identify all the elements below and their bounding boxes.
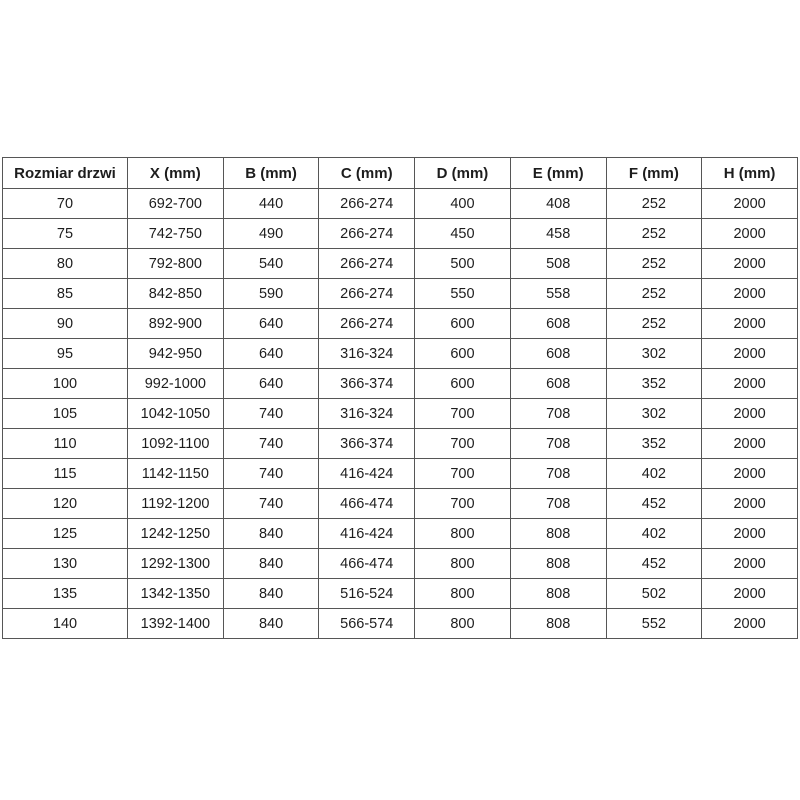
table-cell: 2000 <box>702 249 798 279</box>
table-cell: 740 <box>223 489 319 519</box>
table-row <box>3 459 798 489</box>
column-header-x-mm: X (mm) <box>128 158 224 189</box>
table-cell: 708 <box>510 399 606 429</box>
table-cell: 458 <box>510 219 606 249</box>
table-cell: 85 <box>3 279 128 309</box>
table-cell: 1392-1400 <box>128 609 224 639</box>
table-cell: 558 <box>510 279 606 309</box>
door-size-table-container <box>2 157 798 639</box>
table-cell: 2000 <box>702 339 798 369</box>
table-cell: 566-574 <box>319 609 415 639</box>
table-cell: 2000 <box>702 399 798 429</box>
table-cell: 708 <box>510 429 606 459</box>
table-cell: 708 <box>510 489 606 519</box>
table-cell: 402 <box>606 519 702 549</box>
table-cell: 90 <box>3 309 128 339</box>
table-cell: 110 <box>3 429 128 459</box>
table-header <box>3 158 798 189</box>
table-header-row <box>3 158 798 189</box>
table-cell: 252 <box>606 219 702 249</box>
table-cell: 266-274 <box>319 249 415 279</box>
table-cell: 590 <box>223 279 319 309</box>
table-cell: 316-324 <box>319 339 415 369</box>
table-cell: 416-424 <box>319 519 415 549</box>
table-cell: 740 <box>223 399 319 429</box>
table-cell: 700 <box>415 429 511 459</box>
table-cell: 452 <box>606 489 702 519</box>
table-cell: 2000 <box>702 609 798 639</box>
table-cell: 466-474 <box>319 489 415 519</box>
table-row <box>3 369 798 399</box>
table-cell: 450 <box>415 219 511 249</box>
table-cell: 840 <box>223 609 319 639</box>
table-cell: 352 <box>606 369 702 399</box>
table-cell: 2000 <box>702 579 798 609</box>
table-cell: 1092-1100 <box>128 429 224 459</box>
table-cell: 120 <box>3 489 128 519</box>
table-cell: 105 <box>3 399 128 429</box>
table-cell: 95 <box>3 339 128 369</box>
table-row <box>3 189 798 219</box>
table-cell: 135 <box>3 579 128 609</box>
table-cell: 550 <box>415 279 511 309</box>
table-row <box>3 249 798 279</box>
table-cell: 130 <box>3 549 128 579</box>
table-cell: 366-374 <box>319 429 415 459</box>
table-cell: 302 <box>606 399 702 429</box>
column-header-b-mm: B (mm) <box>223 158 319 189</box>
table-cell: 700 <box>415 489 511 519</box>
table-cell: 302 <box>606 339 702 369</box>
table-cell: 808 <box>510 579 606 609</box>
table-cell: 608 <box>510 309 606 339</box>
table-cell: 892-900 <box>128 309 224 339</box>
table-cell: 600 <box>415 309 511 339</box>
table-cell: 266-274 <box>319 189 415 219</box>
table-cell: 800 <box>415 519 511 549</box>
table-cell: 800 <box>415 549 511 579</box>
column-header-c-mm: C (mm) <box>319 158 415 189</box>
column-header-rozmiar-drzwi: Rozmiar drzwi <box>3 158 128 189</box>
table-cell: 266-274 <box>319 309 415 339</box>
table-cell: 316-324 <box>319 399 415 429</box>
table-cell: 1242-1250 <box>128 519 224 549</box>
table-cell: 808 <box>510 609 606 639</box>
table-cell: 608 <box>510 339 606 369</box>
door-size-table <box>2 157 798 639</box>
table-cell: 740 <box>223 429 319 459</box>
table-cell: 466-474 <box>319 549 415 579</box>
table-cell: 700 <box>415 459 511 489</box>
table-cell: 640 <box>223 369 319 399</box>
table-cell: 742-750 <box>128 219 224 249</box>
table-cell: 840 <box>223 549 319 579</box>
table-cell: 266-274 <box>319 279 415 309</box>
table-cell: 608 <box>510 369 606 399</box>
table-cell: 352 <box>606 429 702 459</box>
table-cell: 252 <box>606 249 702 279</box>
table-cell: 2000 <box>702 519 798 549</box>
table-cell: 700 <box>415 399 511 429</box>
table-cell: 75 <box>3 219 128 249</box>
table-cell: 540 <box>223 249 319 279</box>
table-cell: 842-850 <box>128 279 224 309</box>
table-cell: 508 <box>510 249 606 279</box>
table-cell: 808 <box>510 519 606 549</box>
table-cell: 808 <box>510 549 606 579</box>
table-cell: 692-700 <box>128 189 224 219</box>
table-cell: 452 <box>606 549 702 579</box>
table-cell: 252 <box>606 189 702 219</box>
table-cell: 366-374 <box>319 369 415 399</box>
table-row <box>3 219 798 249</box>
table-row <box>3 429 798 459</box>
table-row <box>3 609 798 639</box>
table-cell: 792-800 <box>128 249 224 279</box>
table-cell: 740 <box>223 459 319 489</box>
table-cell: 840 <box>223 519 319 549</box>
table-cell: 600 <box>415 339 511 369</box>
table-cell: 2000 <box>702 189 798 219</box>
table-cell: 416-424 <box>319 459 415 489</box>
table-cell: 2000 <box>702 459 798 489</box>
table-cell: 992-1000 <box>128 369 224 399</box>
table-cell: 440 <box>223 189 319 219</box>
table-cell: 840 <box>223 579 319 609</box>
table-cell: 1292-1300 <box>128 549 224 579</box>
table-cell: 500 <box>415 249 511 279</box>
table-cell: 502 <box>606 579 702 609</box>
table-cell: 1192-1200 <box>128 489 224 519</box>
table-row <box>3 549 798 579</box>
table-cell: 402 <box>606 459 702 489</box>
table-cell: 800 <box>415 579 511 609</box>
table-cell: 80 <box>3 249 128 279</box>
table-cell: 640 <box>223 339 319 369</box>
table-cell: 552 <box>606 609 702 639</box>
table-cell: 2000 <box>702 369 798 399</box>
table-cell: 2000 <box>702 219 798 249</box>
table-cell: 266-274 <box>319 219 415 249</box>
table-cell: 2000 <box>702 549 798 579</box>
table-row <box>3 579 798 609</box>
table-cell: 640 <box>223 309 319 339</box>
table-row <box>3 339 798 369</box>
table-row <box>3 489 798 519</box>
table-cell: 140 <box>3 609 128 639</box>
table-row <box>3 309 798 339</box>
table-cell: 252 <box>606 309 702 339</box>
table-cell: 800 <box>415 609 511 639</box>
table-cell: 70 <box>3 189 128 219</box>
table-cell: 516-524 <box>319 579 415 609</box>
table-cell: 252 <box>606 279 702 309</box>
column-header-f-mm: F (mm) <box>606 158 702 189</box>
table-row <box>3 279 798 309</box>
table-cell: 600 <box>415 369 511 399</box>
table-cell: 490 <box>223 219 319 249</box>
table-cell: 115 <box>3 459 128 489</box>
table-cell: 1042-1050 <box>128 399 224 429</box>
table-body <box>3 189 798 639</box>
table-cell: 2000 <box>702 279 798 309</box>
table-cell: 708 <box>510 459 606 489</box>
column-header-e-mm: E (mm) <box>510 158 606 189</box>
table-cell: 100 <box>3 369 128 399</box>
column-header-h-mm: H (mm) <box>702 158 798 189</box>
table-cell: 1342-1350 <box>128 579 224 609</box>
column-header-d-mm: D (mm) <box>415 158 511 189</box>
table-cell: 1142-1150 <box>128 459 224 489</box>
table-cell: 2000 <box>702 489 798 519</box>
table-cell: 408 <box>510 189 606 219</box>
table-cell: 400 <box>415 189 511 219</box>
table-row <box>3 519 798 549</box>
table-cell: 125 <box>3 519 128 549</box>
table-cell: 2000 <box>702 429 798 459</box>
table-cell: 2000 <box>702 309 798 339</box>
table-row <box>3 399 798 429</box>
table-cell: 942-950 <box>128 339 224 369</box>
